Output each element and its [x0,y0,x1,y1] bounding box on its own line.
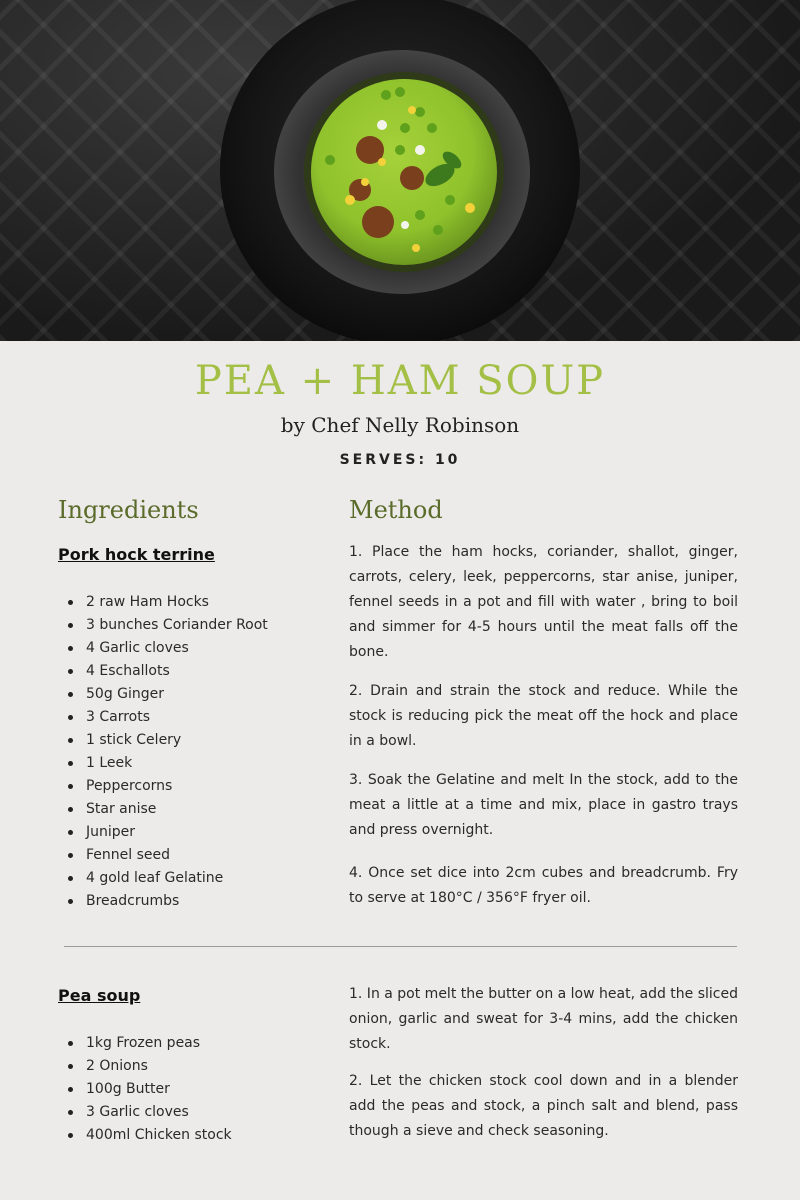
pea-soup-heading: Pea soup [58,986,141,1005]
ingredient-item: Fennel seed [58,844,268,867]
ingredient-item: 3 Garlic cloves [58,1101,232,1124]
recipe-byline: by Chef Nelly Robinson [280,413,520,437]
bullet-icon [68,784,73,789]
terrine-heading: Pork hock terrine [58,545,215,564]
bullet-icon [68,669,73,674]
soup-bowl-illustration [0,0,800,341]
ingredient-item: 2 raw Ham Hocks [58,591,268,614]
method-step: 1. In a pot melt the butter on a low heat, add the sliced onion, garlic and sweat for 3-4 mins, add the chicken stock. [349,986,738,1052]
ingredient-item: 4 gold leaf Gelatine [58,867,268,890]
ingredient-item: Peppercorns [58,775,268,798]
ingredient-item: 3 Carrots [58,706,268,729]
ingredients-heading: Ingredients [58,496,199,524]
bullet-icon [68,853,73,858]
bullet-icon [68,876,73,881]
bullet-icon [68,1087,73,1092]
ingredient-item: 400ml Chicken stock [58,1124,232,1147]
ingredient-item: Juniper [58,821,268,844]
ingredient-item: 1kg Frozen peas [58,1032,232,1055]
ingredient-item: 50g Ginger [58,683,268,706]
bullet-icon [68,1041,73,1046]
ingredient-item: Breadcrumbs [58,890,268,913]
bullet-icon [68,807,73,812]
ingredient-item: 2 Onions [58,1055,232,1078]
bullet-icon [68,715,73,720]
method-step: 4. Once set dice into 2cm cubes and breadcrumb. Fry to serve at 180°C / 356°F fryer oil. [349,865,738,906]
method-step: 2. Let the chicken stock cool down and in a blender add the peas and stock, a pinch salt and blend, pass though a sieve and check seasoning. [349,1073,738,1139]
recipe-title: PEA + HAM SOUP [194,358,606,404]
terrine-ingredient-list [58,591,268,913]
ingredient-item: 3 bunches Coriander Root [58,614,268,637]
bullet-icon [68,1133,73,1138]
bullet-icon [68,830,73,835]
terrine-method [349,540,738,925]
method-step: 1. Place the ham hocks, coriander, shallot, ginger, carrots, celery, leek, peppercorns, star anise, juniper, fennel seeds in a pot and fill with water , bring to boil and simmer for 4-5 hours until the meat falls off the bone. [349,544,738,660]
bullet-icon [68,646,73,651]
ingredient-item: 1 Leek [58,752,268,775]
ingredient-item: Star anise [58,798,268,821]
method-step: 2. Drain and strain the stock and reduce. While the stock is reducing pick the meat off the hock and place in a bowl. [349,683,738,749]
bullet-icon [68,1110,73,1115]
section-divider [64,946,737,947]
method-step: 3. Soak the Gelatine and melt In the stock, add to the meat a little at a time and mix, place in gastro trays and press overnight. [349,772,738,838]
method-heading: Method [349,496,443,524]
ingredient-item: 4 Eschallots [58,660,268,683]
bullet-icon [68,692,73,697]
pea-soup-method [349,982,738,1158]
ingredient-item: 1 stick Celery [58,729,268,752]
bullet-icon [68,761,73,766]
bullet-icon [68,623,73,628]
bullet-icon [68,899,73,904]
recipe-serves: SERVES: 10 [339,452,461,468]
bullet-icon [68,738,73,743]
bullet-icon [68,1064,73,1069]
ingredient-item: 4 Garlic cloves [58,637,268,660]
pea-soup-ingredient-list [58,1032,232,1147]
ingredient-item: 100g Butter [58,1078,232,1101]
bullet-icon [68,600,73,605]
hero-photo [0,0,800,341]
